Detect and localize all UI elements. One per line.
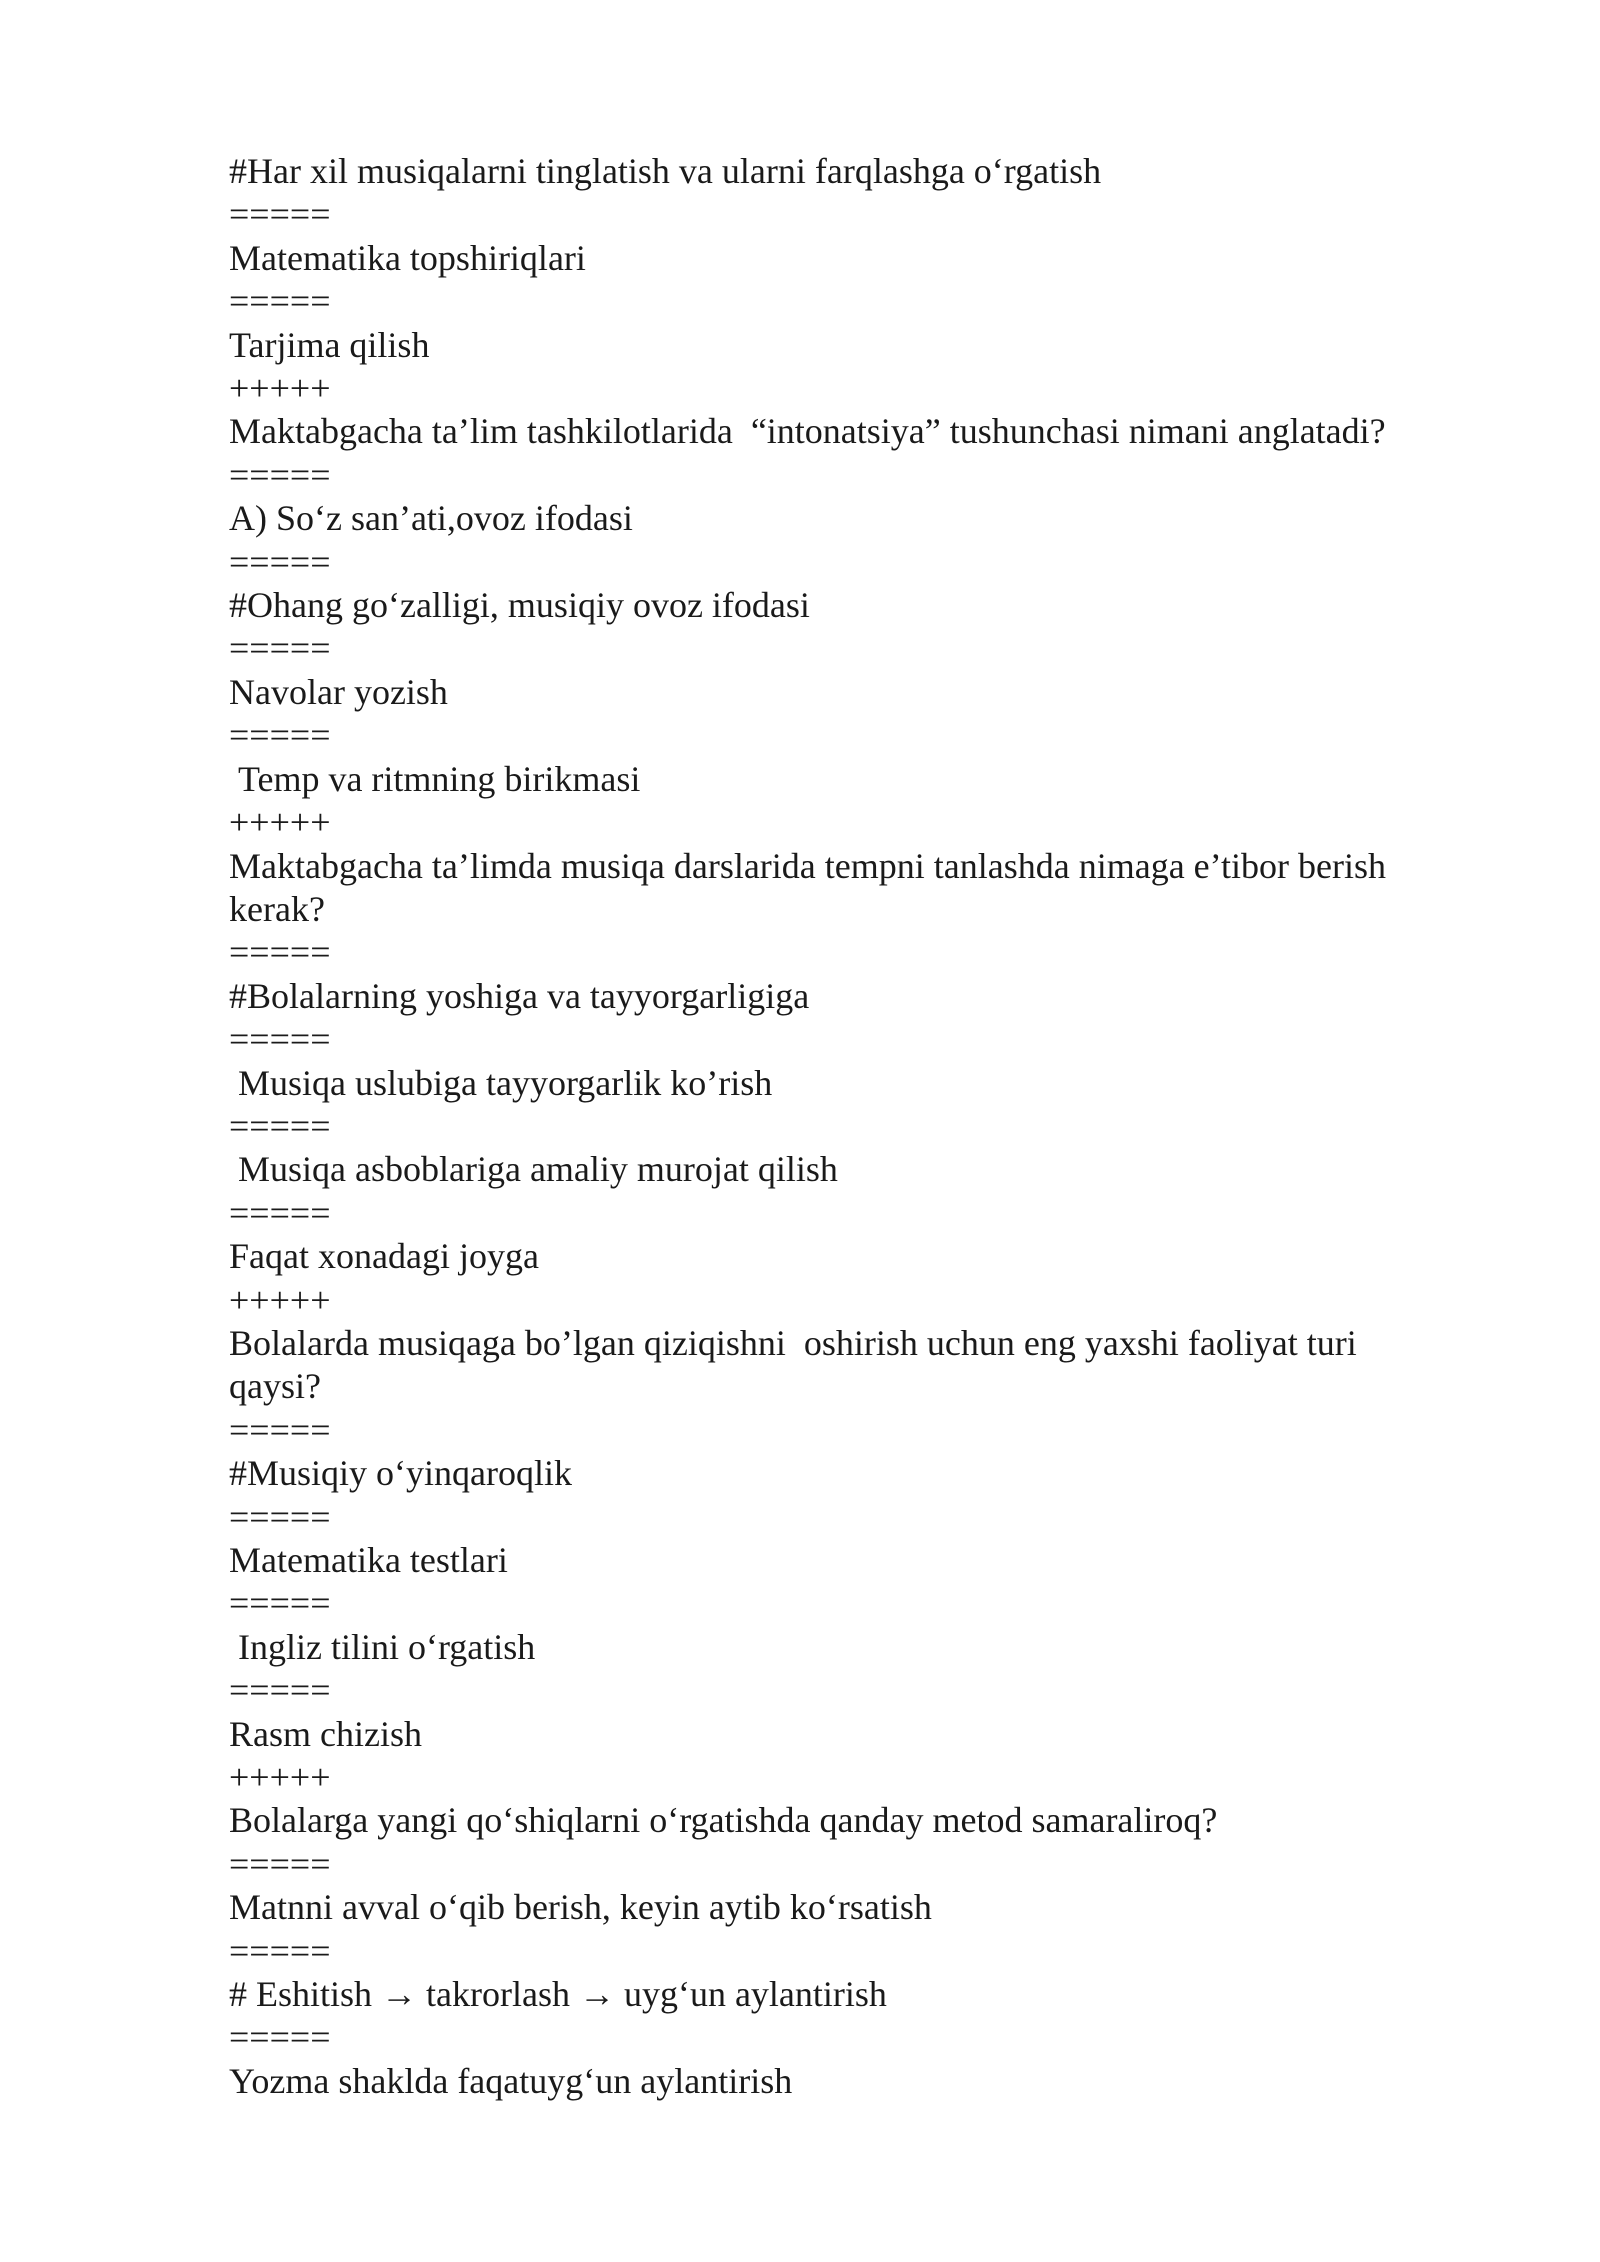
question-separator: +++++	[229, 1757, 331, 1798]
separator: =====	[229, 1843, 331, 1884]
answer-option: Yozma shaklda faqatuyg‘un aylantirish	[229, 2060, 793, 2101]
answer-option: Matematika testlari	[229, 1540, 508, 1580]
question-text: Bolalarda musiqaga bo’lgan qiziqishni oshirish uchun eng yaxshi faoliyat turi	[229, 1322, 1357, 1363]
answer-option: Matnni avval o‘qib berish, keyin aytib ko‘rsatish	[229, 1887, 932, 1928]
separator: =====	[229, 2017, 331, 2058]
answer-option: Musiqa asboblariga amaliy murojat qilish	[229, 1149, 838, 1190]
separator: =====	[229, 281, 331, 322]
separator: =====	[229, 715, 331, 756]
question-separator: +++++	[229, 368, 331, 409]
answer-option: Ingliz tilini o‘rgatish	[229, 1626, 536, 1667]
question-text: Maktabgacha ta’limda musiqa darslarida tempni tanlashda nimaga e’tibor berish	[229, 845, 1386, 886]
answer-option: Faqat xonadagi joyga	[229, 1236, 539, 1277]
separator: =====	[229, 1105, 331, 1146]
answer-option-correct: #Ohang go‘zalligi, musiqiy ovoz ifodasi	[229, 585, 810, 626]
separator: =====	[229, 932, 331, 973]
answer-option: Musiqa uslubiga tayyorgarlik ko’rish	[229, 1062, 773, 1103]
separator: =====	[229, 1496, 331, 1537]
separator: =====	[229, 1670, 331, 1711]
question-text-continued: kerak?	[229, 888, 325, 929]
answer-option: Rasm chizish	[229, 1713, 422, 1754]
answer-option: Tarjima qilish	[229, 324, 430, 365]
question-separator: +++++	[229, 802, 331, 843]
answer-option: Navolar yozish	[229, 671, 448, 712]
separator: =====	[229, 454, 331, 495]
question-text: Maktabgacha ta’lim tashkilotlarida “intonatsiya” tushunchasi nimani anglatadi?	[229, 411, 1386, 452]
answer-option: A) So‘z san’ati,ovoz ifodasi	[229, 498, 633, 539]
separator: =====	[229, 541, 331, 582]
document-page	[229, 150, 1459, 2103]
answer-option-correct: # Eshitish → takrorlash → uyg‘un aylantirish	[229, 1974, 887, 2015]
separator: =====	[229, 628, 331, 669]
separator: =====	[229, 194, 331, 235]
separator: =====	[229, 1930, 331, 1971]
separator: =====	[229, 1019, 331, 1060]
answer-option-correct: #Har xil musiqalarni tinglatish va ularni farqlashga o‘rgatish	[229, 151, 1102, 191]
separator: =====	[229, 1409, 331, 1450]
question-separator: +++++	[229, 1279, 331, 1320]
answer-option: Temp va ritmning birikmasi	[229, 758, 641, 799]
answer-option: Matematika topshiriqlari	[229, 237, 586, 278]
question-text: Bolalarga yangi qo‘shiqlarni o‘rgatishda qanday metod samaraliroq?	[229, 1800, 1218, 1841]
question-text-continued: qaysi?	[229, 1366, 321, 1407]
answer-option-correct: #Musiqiy o‘yinqaroqlik	[229, 1453, 572, 1494]
separator: =====	[229, 1583, 331, 1624]
answer-option-correct: #Bolalarning yoshiga va tayyorgarligiga	[229, 975, 810, 1016]
separator: =====	[229, 1192, 331, 1233]
